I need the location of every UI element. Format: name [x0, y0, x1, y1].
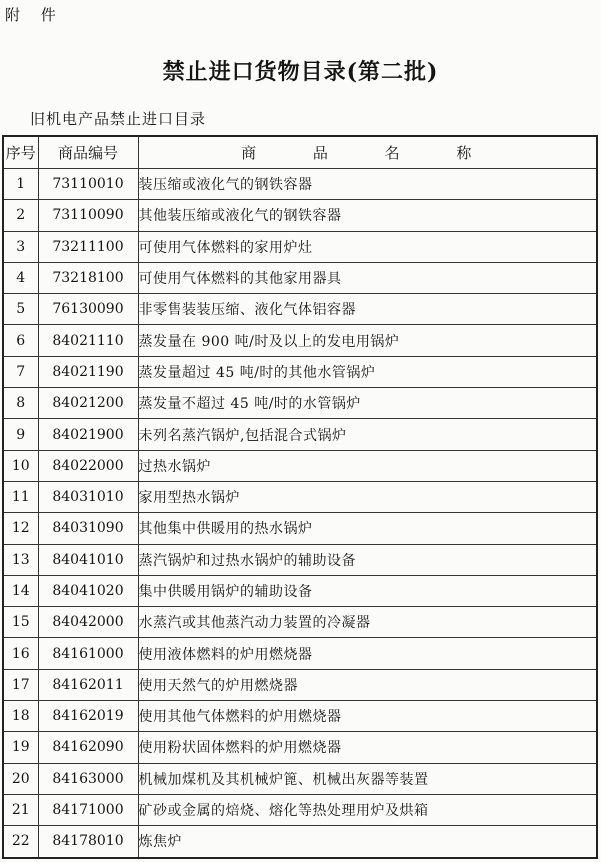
- column-header-code: 商品编号: [38, 136, 138, 169]
- product-name-cell: 使用粉状固体燃料的炉用燃烧器: [138, 732, 597, 763]
- serial-cell: 19: [3, 732, 38, 763]
- table-row: [3, 294, 597, 325]
- product-code-cell: 84031090: [38, 513, 138, 544]
- table-row: [3, 450, 597, 481]
- table-row: [3, 200, 597, 231]
- serial-cell: 9: [3, 419, 38, 450]
- table-row: [3, 826, 597, 858]
- column-header-serial: 序号: [3, 136, 38, 169]
- product-code-cell: 73110090: [38, 200, 138, 231]
- product-code-cell: 84171000: [38, 794, 138, 825]
- product-name-cell: 矿砂或金属的焙烧、熔化等热处理用炉及烘箱: [138, 794, 597, 825]
- product-code-cell: 84042000: [38, 607, 138, 638]
- product-code-cell: 73218100: [38, 262, 138, 293]
- product-code-cell: 84021110: [38, 325, 138, 356]
- serial-cell: 16: [3, 638, 38, 669]
- serial-cell: 20: [3, 763, 38, 794]
- column-header-name: 商 品 名 称: [138, 136, 597, 169]
- table-row: [3, 325, 597, 356]
- product-name-cell: 其他集中供暖用的热水锅炉: [138, 513, 597, 544]
- product-code-cell: 84041020: [38, 575, 138, 606]
- table-row: [3, 544, 597, 575]
- serial-cell: 8: [3, 388, 38, 419]
- attachment-label: 附 件: [5, 6, 64, 24]
- product-code-cell: 84041010: [38, 544, 138, 575]
- product-code-cell: 84031010: [38, 481, 138, 512]
- product-name-cell: 使用其他气体燃料的炉用燃烧器: [138, 701, 597, 732]
- serial-cell: 1: [3, 169, 38, 200]
- table-row: [3, 169, 597, 200]
- table-row: [3, 701, 597, 732]
- table-row: [3, 575, 597, 606]
- document-title: 禁止进口货物目录(第二批): [162, 59, 439, 85]
- table-row: [3, 356, 597, 387]
- product-name-cell: 家用型热水锅炉: [138, 481, 597, 512]
- product-name-cell: 装压缩或液化气的钢铁容器: [138, 169, 597, 200]
- serial-cell: 3: [3, 231, 38, 262]
- table-row: [3, 763, 597, 794]
- catalog-subtitle: 旧机电产品禁止进口目录: [30, 110, 207, 128]
- table-row: [3, 262, 597, 293]
- product-name-cell: 使用天然气的炉用燃烧器: [138, 669, 597, 700]
- product-name-cell: 可使用气体燃料的其他家用器具: [138, 262, 597, 293]
- table-row: [3, 794, 597, 825]
- table-row: [3, 388, 597, 419]
- table-body: [3, 169, 597, 858]
- product-code-cell: 84162011: [38, 669, 138, 700]
- product-name-cell: 水蒸汽或其他蒸汽动力装置的冷凝器: [138, 607, 597, 638]
- table-row: [3, 419, 597, 450]
- serial-cell: 2: [3, 200, 38, 231]
- table-header-row: [3, 136, 597, 169]
- product-code-cell: 84178010: [38, 826, 138, 858]
- serial-cell: 18: [3, 701, 38, 732]
- product-code-cell: 84163000: [38, 763, 138, 794]
- serial-cell: 10: [3, 450, 38, 481]
- product-name-cell: 未列名蒸汽锅炉,包括混合式锅炉: [138, 419, 597, 450]
- product-code-cell: 84161000: [38, 638, 138, 669]
- serial-cell: 6: [3, 325, 38, 356]
- product-name-cell: 使用液体燃料的炉用燃烧器: [138, 638, 597, 669]
- serial-cell: 17: [3, 669, 38, 700]
- product-name-cell: 机械加煤机及其机械炉篦、机械出灰器等装置: [138, 763, 597, 794]
- product-name-cell: 集中供暖用锅炉的辅助设备: [138, 575, 597, 606]
- serial-cell: 13: [3, 544, 38, 575]
- product-code-cell: 84021190: [38, 356, 138, 387]
- product-code-cell: 76130090: [38, 294, 138, 325]
- product-name-cell: 蒸发量超过 45 吨/时的其他水管锅炉: [138, 356, 597, 387]
- product-code-cell: 84021200: [38, 388, 138, 419]
- serial-cell: 4: [3, 262, 38, 293]
- product-name-cell: 过热水锅炉: [138, 450, 597, 481]
- serial-cell: 12: [3, 513, 38, 544]
- serial-cell: 15: [3, 607, 38, 638]
- serial-cell: 5: [3, 294, 38, 325]
- table-row: [3, 231, 597, 262]
- prohibited-goods-table: [2, 135, 598, 859]
- product-name-cell: 可使用气体燃料的家用炉灶: [138, 231, 597, 262]
- product-code-cell: 84162090: [38, 732, 138, 763]
- table-row: [3, 669, 597, 700]
- product-code-cell: 73211100: [38, 231, 138, 262]
- serial-cell: 11: [3, 481, 38, 512]
- product-name-cell: 蒸汽锅炉和过热水锅炉的辅助设备: [138, 544, 597, 575]
- product-code-cell: 84162019: [38, 701, 138, 732]
- table-row: [3, 732, 597, 763]
- product-code-cell: 84022000: [38, 450, 138, 481]
- serial-cell: 21: [3, 794, 38, 825]
- table-row: [3, 638, 597, 669]
- product-code-cell: 73110010: [38, 169, 138, 200]
- product-code-cell: 84021900: [38, 419, 138, 450]
- product-name-cell: 非零售装装压缩、液化气体铝容器: [138, 294, 597, 325]
- table-row: [3, 481, 597, 512]
- serial-cell: 14: [3, 575, 38, 606]
- product-name-cell: 其他装压缩或液化气的钢铁容器: [138, 200, 597, 231]
- product-name-cell: 蒸发量不超过 45 吨/时的水管锅炉: [138, 388, 597, 419]
- table-row: [3, 607, 597, 638]
- product-name-cell: 炼焦炉: [138, 826, 597, 858]
- product-name-cell: 蒸发量在 900 吨/时及以上的发电用锅炉: [138, 325, 597, 356]
- table-row: [3, 513, 597, 544]
- serial-cell: 22: [3, 826, 38, 858]
- serial-cell: 7: [3, 356, 38, 387]
